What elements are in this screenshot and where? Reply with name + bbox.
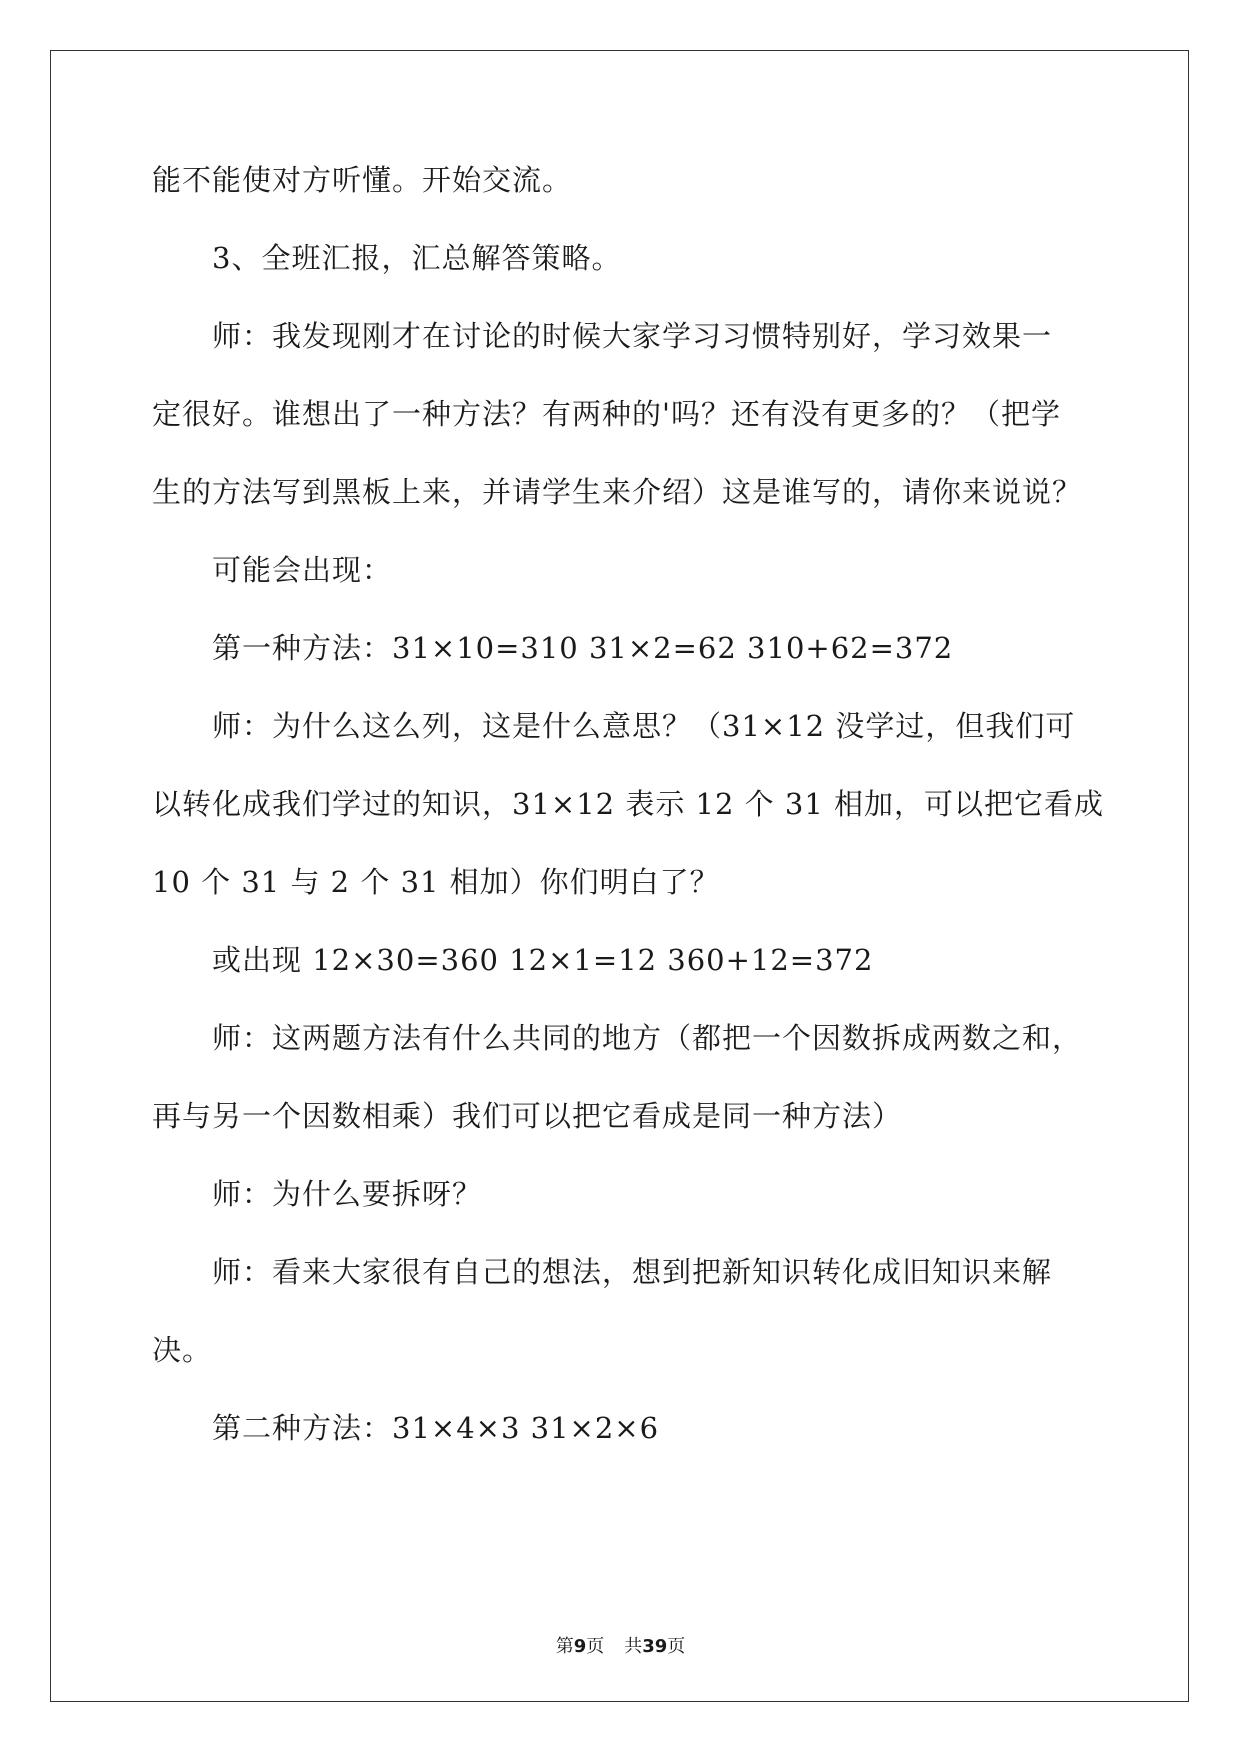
paragraph-line: 10 个 31 与 2 个 31 相加）你们明白了？ [152,865,720,899]
paragraph-line: 或出现 12×30=360 12×1=12 360+12=372 [212,943,874,977]
paragraph-line: 师：为什么要拆呀？ [212,1177,483,1211]
paragraph-line: 师：看来大家很有自己的想法，想到把新知识转化成旧知识来解 [212,1255,1053,1289]
page-number: 9 [573,1636,587,1657]
paragraph-line: 生的方法写到黑板上来，并请学生来介绍）这是谁写的，请你来说说？ [152,475,1083,509]
paragraph-line: 师：我发现刚才在讨论的时候大家学习习惯特别好，学习效果一 [212,319,1053,353]
total-suffix: 页 [667,1636,686,1657]
page-prefix: 第 [555,1636,574,1657]
page-suffix: 页 [586,1636,605,1657]
paragraph-line: 再与另一个因数相乘）我们可以把它看成是同一种方法） [152,1099,903,1133]
total-pages: 39 [642,1636,668,1657]
paragraph-line: 第一种方法：31×10=310 31×2=62 310+62=372 [212,631,954,665]
paragraph-line: 以转化成我们学过的知识，31×12 表示 12 个 31 相加，可以把它看成 [152,787,1104,821]
paragraph-line: 决。 [152,1333,213,1367]
paragraph-line: 能不能使对方听懂。开始交流。 [152,163,573,197]
paragraph-line: 定很好。谁想出了一种方法？有两种的'吗？还有没有更多的？（把学 [152,397,1061,431]
paragraph-line: 师：为什么这么列，这是什么意思？（31×12 没学过，但我们可 [212,709,1076,743]
paragraph-line: 师：这两题方法有什么共同的地方（都把一个因数拆成两数之和， [212,1021,1083,1055]
page-footer [0,1636,1241,1658]
paragraph-line: 3、全班汇报，汇总解答策略。 [212,241,622,275]
total-prefix: 共 [624,1636,643,1657]
paragraph-line: 第二种方法：31×4×3 31×2×6 [212,1411,660,1445]
paragraph-line: 可能会出现： [212,553,393,587]
